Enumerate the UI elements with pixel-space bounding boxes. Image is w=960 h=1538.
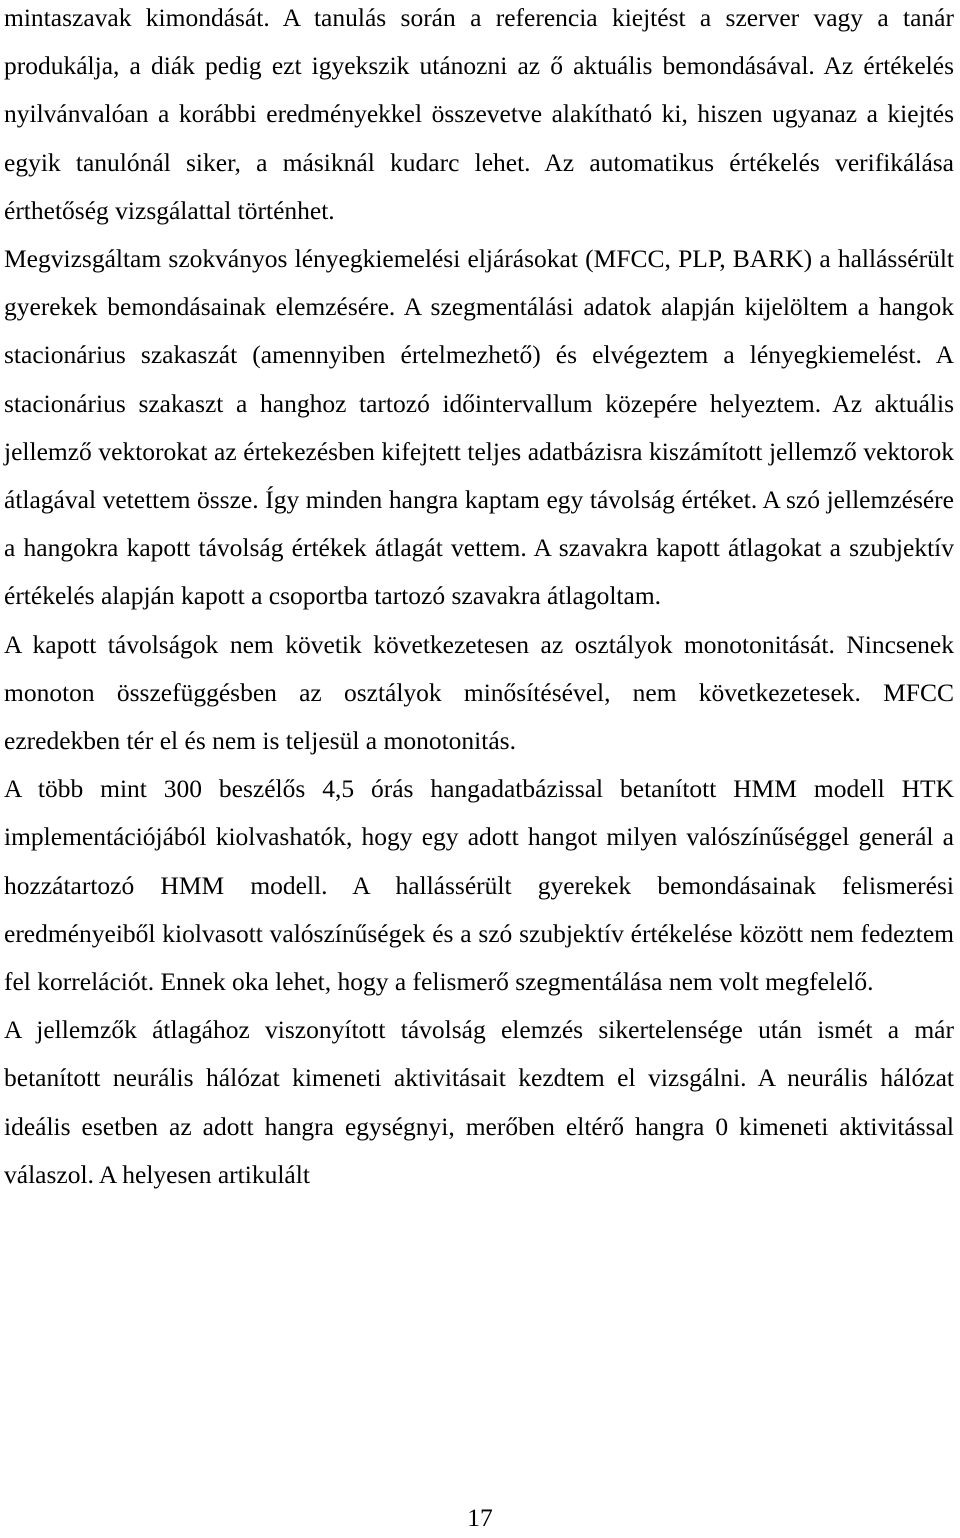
paragraph-neural-network: A jellemzők átlagához viszonyított távolság elemzés sikertelensége után ismét a már betanított neurális hálózat kimeneti aktivitásait kezdtem el vizsgálni. A neurális hálózat ideális esetben az adott hangra egységnyi, merőben eltérő hangra 0 kimeneti aktivitással válaszol. A helyesen artikulált xyxy=(4,1015,954,1189)
paragraph-intro: mintaszavak kimondását. A tanulás során a referencia kiejtést a szerver vagy a tanár produkálja, a diák pedig ezt igyekszik utánozni az ő aktuális bemondásával. Az értékelés nyilvánvalóan a korábbi eredményekkel összevetve alakítható ki, hiszen ugyanaz a kiejtés egyik tanulónál siker, a másiknál kudarc lehet. Az automatikus értékelés verifikálása érthetőség vizsgálattal történhet. xyxy=(4,3,954,225)
page-number: 17 xyxy=(467,1503,493,1532)
document-page xyxy=(4,0,954,1199)
paragraph-feature-extraction: Megvizsgáltam szokványos lényegkiemelési eljárásokat (MFCC, PLP, BARK) a hallássérült gyerekek bemondásainak elemzésére. A szegmentálási adatok alapján kijelöltem a hangok stacionárius szakaszát (amennyiben értelmezhető) és elvégeztem a lényegkiemelést. A stacionárius szakaszt a hanghoz tartozó időintervallum közepére helyeztem. Az aktuális jellemző vektorokat az értekezésben kifejtett teljes adatbázisra kiszámított jellemző vektorok átlagával vetettem össze. Így minden hangra kaptam egy távolság értéket. A szó jellemzésére a hangokra kapott távolság értékek átlagát vettem. A szavakra kapott átlagokat a szubjektív értékelés alapján kapott a csoportba tartozó szavakra átlagoltam. xyxy=(4,244,954,611)
paragraph-hmm: A több mint 300 beszélős 4,5 órás hangadatbázissal betanított HMM modell HTK implementációjából kiolvashatók, hogy egy adott hangot milyen valószínűséggel generál a hozzátartozó HMM modell. A hallássérült gyerekek bemondásainak felismerési eredményeiből kiolvasott valószínűségek és a szó szubjektív értékelése között nem fedeztem fel korrelációt. Ennek oka lehet, hogy a felismerő szegmentálása nem volt megfelelő. xyxy=(4,774,954,997)
paragraph-distance-results: A kapott távolságok nem követik következetesen az osztályok monotonitását. Nincsenek monoton összefüggésben az osztályok minősítésével, nem következetesek. MFCC ezredekben tér el és nem is teljesül a monotonitás. xyxy=(4,629,954,756)
